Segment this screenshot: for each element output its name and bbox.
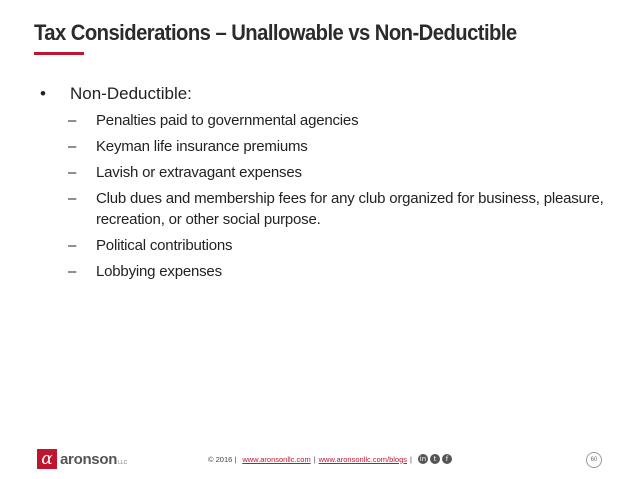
social-icons (418, 454, 454, 464)
logo-wordmark: aronson (60, 450, 118, 468)
sub-list (68, 110, 608, 282)
list-item-text: Club dues and membership fees for any club organized for business, pleasure, recreation, or other social purpose. (96, 190, 604, 228)
list-item (68, 162, 608, 183)
footer-links (208, 454, 454, 464)
slide-title: Tax Considerations – Unallowable vs Non-Deductible (34, 20, 517, 45)
dash-mark: – (68, 164, 77, 181)
twitter-icon[interactable]: t (430, 454, 440, 464)
bullet-mark: • (40, 84, 46, 103)
list-item (68, 261, 608, 282)
linkedin-icon[interactable]: in (419, 455, 427, 463)
list-item (68, 188, 608, 230)
logo-suffix: LLC (118, 460, 128, 466)
bullet-heading: Non-Deductible: (70, 84, 192, 103)
dash-mark: – (68, 138, 77, 155)
dash-mark: – (68, 190, 77, 207)
website-link[interactable]: www.aronsonllc.com (242, 454, 311, 464)
facebook-icon[interactable]: f (442, 454, 452, 464)
list-item-text: Lobbying expenses (96, 263, 222, 280)
footer-divider: | (410, 454, 412, 464)
list-item (68, 235, 608, 256)
bullet-non-deductible (38, 84, 608, 104)
copyright-text: © 2016 | (208, 454, 237, 464)
content-area (38, 84, 608, 287)
aronson-logo (37, 449, 127, 469)
list-item-text: Keyman life insurance premiums (96, 138, 308, 155)
list-item (68, 136, 608, 157)
blog-link[interactable]: www.aronsonllc.com/blogs (318, 454, 408, 464)
dash-mark: – (68, 237, 77, 254)
list-item-text: Lavish or extravagant expenses (96, 164, 302, 181)
list-item-text: Political contributions (96, 237, 233, 254)
title-underline (34, 52, 84, 55)
dash-mark: – (68, 112, 77, 129)
page-number: 60 (586, 452, 602, 468)
list-item-text: Penalties paid to governmental agencies (96, 112, 359, 129)
list-item (68, 110, 608, 131)
footer-divider: | (313, 454, 316, 464)
dash-mark: – (68, 263, 77, 280)
alpha-logo-icon: α (37, 449, 57, 469)
